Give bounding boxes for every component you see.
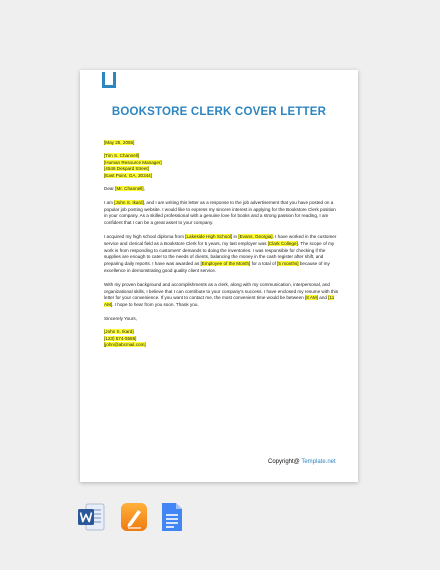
- letter-body: [104, 140, 338, 349]
- recipient-line: [4546 Despard Street]: [104, 166, 149, 172]
- signature-line: [John S. Ikard]: [104, 328, 134, 334]
- copyright-footer[interactable]: Copyright@ Template.net: [268, 459, 336, 465]
- salutation: Dear [Mr. Channell],: [104, 185, 145, 191]
- word-icon[interactable]: [78, 502, 106, 532]
- letter-date: [May 25, 2055]: [104, 140, 135, 145]
- recipient-block: [104, 153, 338, 180]
- signature-block: [104, 329, 338, 349]
- google-docs-icon[interactable]: [160, 502, 184, 532]
- signature-line: [123) 574-5586]: [104, 335, 137, 341]
- closing: Sincerely Yours,: [104, 315, 137, 321]
- paragraph-closing: With my proven background and accomplishments as a clerk, along with my communication, interpersonal, and organizational skills, I believe that I can contribute to your company's success. I have enclosed my resume with this letter for your convenience. If you want to contact me, the most convenient time would be between [8 AM] and [11 AM]. I hope to hear from you soon. Thank you.: [104, 281, 338, 308]
- corner-decoration: [102, 72, 116, 88]
- paragraph-intro: I am [John S. Ikard], and I am writing this letter as a response to the job advertisement that you have posted on a popular job posting website. I would like to express my sincere interest in applying for the Bookstore Clerk position in your company. As a skilled professional with a genuine love for books and a strong passion for reading, I am confident that I can be a great asset to your company.: [104, 199, 336, 226]
- page-title: BOOKSTORE CLERK COVER LETTER: [111, 106, 327, 118]
- letter-page: [80, 70, 358, 482]
- recipient-line: [East Point, GA, 30344]: [104, 173, 153, 179]
- signature-line: [john@abcmail.com]: [104, 342, 146, 348]
- paragraph-experience: I acquired my high school diploma from [Lakeside High School] in [Evans, Georgia]. I have worked in the customer service and clerical field as a Bookstore Clerk for 5 years, my last employer was [Clark College]. The scope of my work is from responding to customers' demands to doing the inventories. I was responsible for checking if the supplies are enough to cater to the needs of clients, balancing the money in the cash register after shift, and preparing daily reports. I have was awarded as [Employee of the Month] for a total of [5 months] because of my excellence in demonstrating good quality client service.: [104, 233, 337, 273]
- recipient-line: [Human Resource Manager]: [104, 159, 162, 165]
- recipient-line: [Tim S. Channell]: [104, 152, 140, 158]
- pages-icon[interactable]: [120, 502, 148, 532]
- format-icons: [78, 502, 188, 536]
